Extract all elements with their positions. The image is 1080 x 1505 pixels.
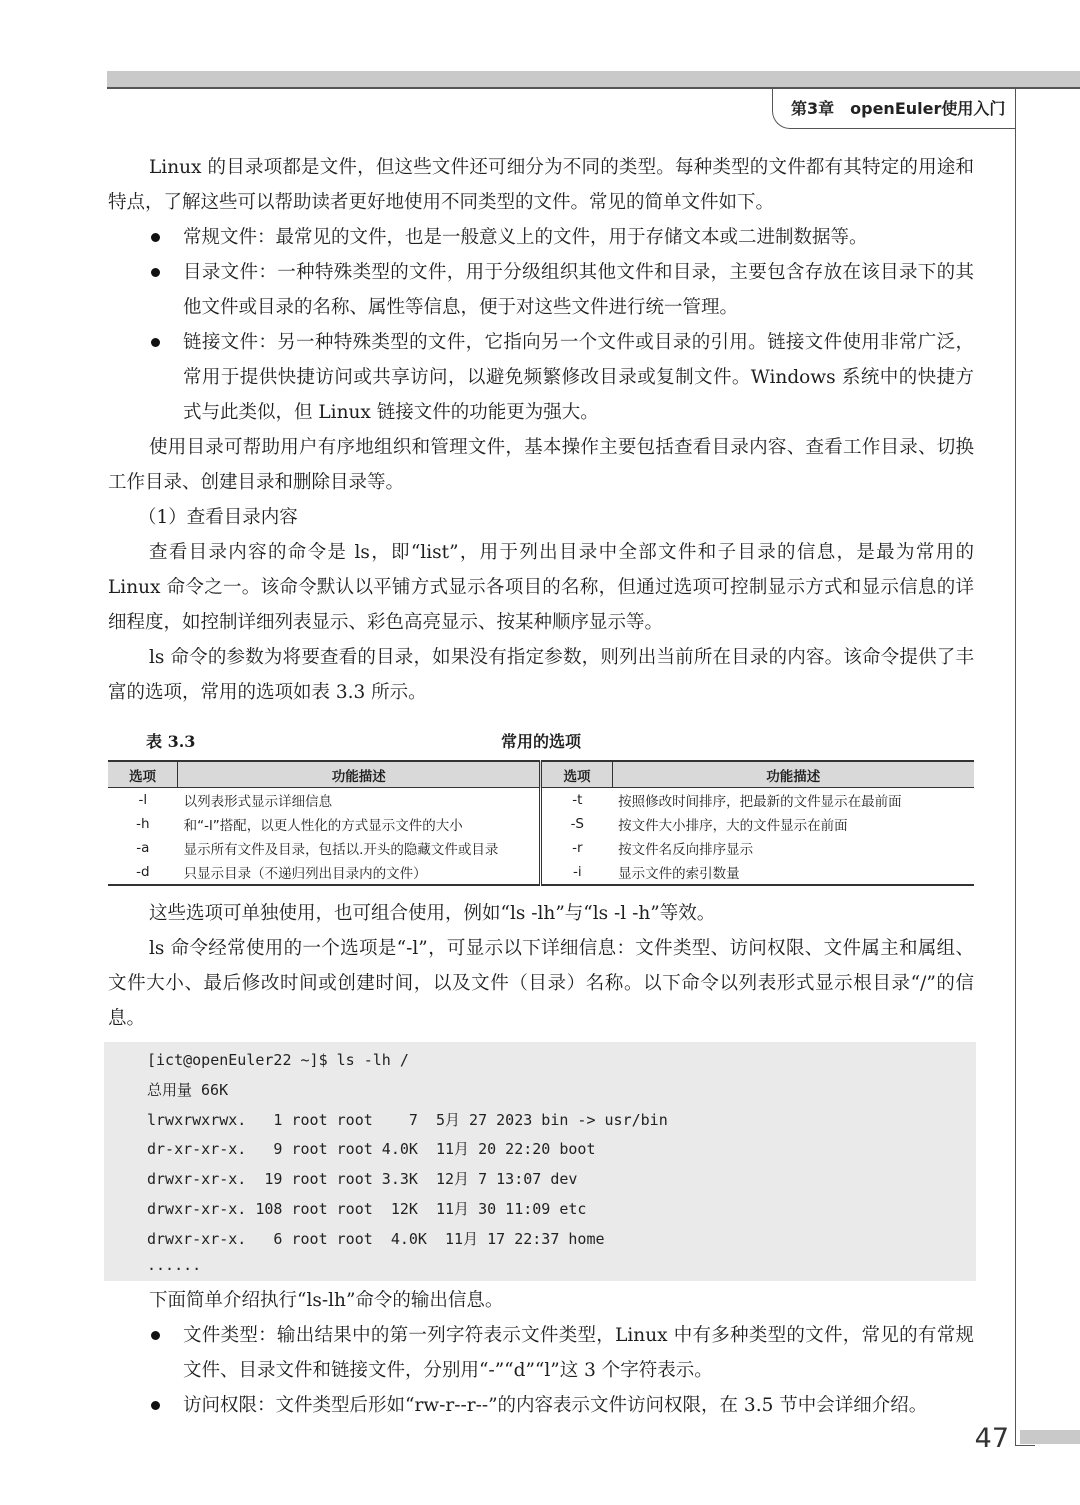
table-cell: -h <box>136 816 150 832</box>
code-line: drwxr-xr-x. 6 root root 4.0K 11月 17 22:37 home <box>147 1229 605 1248</box>
table-cell: 显示所有文件及目录，包括以.开头的隐藏文件或目录 <box>183 842 499 858</box>
code-line: lrwxrwxrwx. 1 root root 7 5月 27 2023 bin -> usr/bin <box>147 1110 668 1129</box>
table-cell: -i <box>541 860 612 885</box>
footer-band <box>1020 1430 1080 1444</box>
table-title: 常用的选项 <box>500 732 581 751</box>
list-item: 常规文件：最常见的文件，也是一般意义上的文件，用于存储文本或二进制数据等。 <box>108 220 974 255</box>
table-cell: -l <box>138 792 148 808</box>
table-cell: 只显示目录（不递归列出目录内的文件） <box>183 866 427 882</box>
header-band <box>107 71 1080 87</box>
page-body <box>108 150 974 1423</box>
right-margin-rule <box>1015 89 1016 1446</box>
ls-output-list <box>108 1318 974 1423</box>
code-block <box>104 1042 976 1281</box>
table-row <box>108 860 974 885</box>
table-caption <box>108 724 974 760</box>
paragraph: 下面简单介绍执行“ls-lh”命令的输出信息。 <box>149 1289 504 1311</box>
file-type-list <box>108 220 974 430</box>
code-line: [ict@openEuler22 ~]$ ls -lh / <box>147 1051 409 1069</box>
table-cell: 按文件大小排序，大的文件显示在前面 <box>618 818 848 834</box>
page-number: 47 <box>974 1423 1009 1454</box>
footer-rule <box>1015 1445 1035 1446</box>
table-cell: -t <box>541 788 612 813</box>
table-cell: -d <box>136 864 150 880</box>
list-item: 目录文件：一种特殊类型的文件，用于分级组织其他文件和目录，主要包含存放在该目录下的其他文件或目录的名称、属性等信息，便于对这些文件进行统一管理。 <box>108 255 974 325</box>
table-row <box>108 812 974 836</box>
code-line: ...... <box>147 1255 202 1274</box>
paragraph: ls 命令经常使用的一个选项是“-l”，可显示以下详细信息：文件类型、访问权限、文件属主和属组、文件大小、最后修改时间或创建时间，以及文件（目录）名称。以下命令以列表形式显示根目录“/”的信息。 <box>108 938 974 1029</box>
options-table <box>108 760 974 886</box>
code-line: drwxr-xr-x. 108 root root 12K 11月 30 11:09 etc <box>147 1199 587 1218</box>
paragraph: ls 命令的参数为将要查看的目录，如果没有指定参数，则列出当前所在目录的内容。该命令提供了丰富的选项，常用的选项如表 3.3 所示。 <box>108 647 974 703</box>
table-row <box>108 788 974 813</box>
table-cell: -a <box>136 840 150 856</box>
code-line: drwxr-xr-x. 19 root root 3.3K 12月 7 13:07 dev <box>147 1170 578 1189</box>
list-item: 链接文件：另一种特殊类型的文件，它指向另一个文件或目录的引用。链接文件使用非常广泛，常用于提供快捷访问或共享访问，以避免频繁修改目录或复制文件。Windows 系统中的快捷方式与此类似，但 Linux 链接文件的功能更为强大。 <box>108 325 974 430</box>
paragraph: 这些选项可单独使用，也可组合使用，例如“ls -lh”与“ls -l -h”等效。 <box>149 903 716 924</box>
section-heading: （1）查看目录内容 <box>138 507 298 528</box>
table-number: 表 3.3 <box>146 732 196 751</box>
table-cell: 显示文件的索引数量 <box>618 866 740 882</box>
table-cell: 按文件名反向排序显示 <box>618 842 754 858</box>
table-cell: 按照修改时间排序，把最新的文件显示在最前面 <box>618 794 902 810</box>
paragraph: 使用目录可帮助用户有序地组织和管理文件，基本操作主要包括查看目录内容、查看工作目录、切换工作目录、创建目录和删除目录等。 <box>108 437 974 493</box>
table-row <box>108 836 974 860</box>
table-header-cell: 功能描述 <box>612 761 974 788</box>
table-header-cell: 功能描述 <box>178 761 541 788</box>
table-cell: 和“-l”搭配，以更人性化的方式显示文件的大小 <box>183 818 463 834</box>
code-line: dr-xr-xr-x. 9 root root 4.0K 11月 20 22:20 boot <box>147 1140 596 1159</box>
paragraph: 查看目录内容的命令是 ls，即“list”，用于列出目录中全部文件和子目录的信息，是最为常用的 Linux 命令之一。该命令默认以平铺方式显示各项目的名称，但通过选项可控制显示方式和显示信息的详细程度，如控制详细列表显示、彩色高亮显示、按某种顺序显示等。 <box>108 542 974 633</box>
table-header-row <box>108 761 974 788</box>
list-item: 访问权限：文件类型后形如“rw-r--r--”的内容表示文件访问权限，在 3.5 节中会详细介绍。 <box>108 1388 974 1423</box>
list-item: 文件类型：输出结果中的第一列字符表示文件类型，Linux 中有多种类型的文件，常见的有常规文件、目录文件和链接文件，分别用“-”“d”“l”这 3 个字符表示。 <box>108 1318 974 1388</box>
code-line: 总用量 66K <box>147 1080 229 1099</box>
chapter-header: 第3章 openEuler使用入门 <box>772 89 1015 129</box>
paragraph: Linux 的目录项都是文件，但这些文件还可细分为不同的类型。每种类型的文件都有其特定的用途和特点，了解这些可以帮助读者更好地使用不同类型的文件。常见的简单文件如下。 <box>108 157 974 213</box>
table-cell: -S <box>541 812 612 836</box>
table-cell: -r <box>541 836 612 860</box>
table-header-cell: 选项 <box>108 761 178 788</box>
table-cell: 以列表形式显示详细信息 <box>183 794 333 810</box>
table-header-cell: 选项 <box>541 761 612 788</box>
